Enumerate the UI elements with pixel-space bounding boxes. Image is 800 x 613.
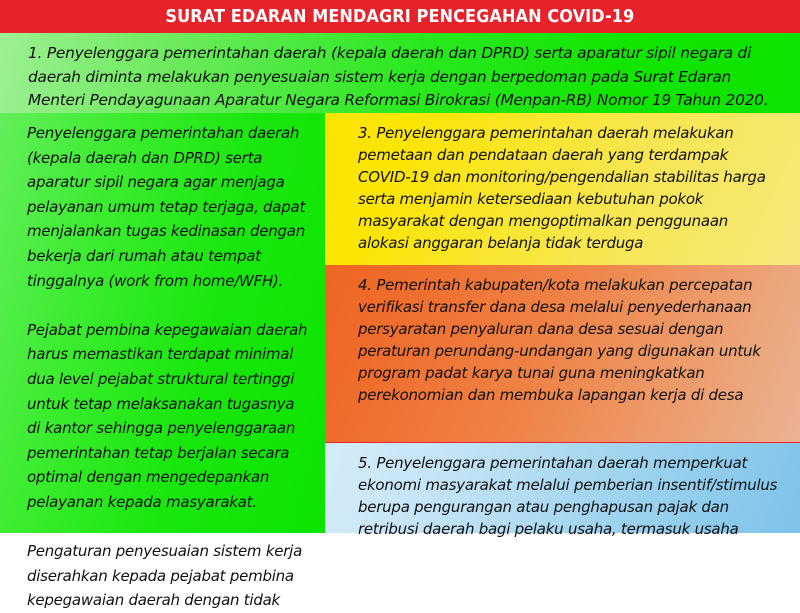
panel-left-green: [0, 113, 325, 610]
panel-point-5-text: 5. Penyelenggara pemerintahan daerah memperkuat ekonomi masyarakat melalui pemberian insentif/stimulus berupa pengurangan atau penghapusan pajak dan retribusi daerah bagi pelaku usaha, termasuk usaha: [358, 454, 778, 538]
left-paragraph-3: Pengaturan penyesuaian sistem kerja diserahkan kepada pejabat pembina kepegawaian daerah dengan tidak: [27, 542, 303, 610]
page-title: SURAT EDARAN MENDAGRI PENCEGAHAN COVID-19: [165, 6, 635, 27]
panel-point-1-text: 1. Penyelenggara pemerintahan daerah (kepala daerah dan DPRD) serta aparatur sipil negara di daerah diminta melakukan penyesuaian sistem kerja dengan berpedoman pada Surat Edaran Menteri Pendayagunaan Aparatur Negara Reformasi Birokrasi (Menpan-RB) Nomor 19 Tahun 2020.: [28, 44, 769, 109]
panel-point-3-text: 3. Penyelenggara pemerintahan daerah melakukan pemetaan dan pendataan daerah yang terdampak COVID-19 dan monitoring/pengendalian stabilitas harga serta menjamin ketersediaan kebutuhan pokok masyarakat dengan mengoptimalkan penggunaan alokasi anggaran belanja tidak terduga: [358, 124, 766, 252]
left-paragraph-1: Penyelenggara pemerintahan daerah (kepala daerah dan DPRD) serta aparatur sipil negara agar menjaga pelayanan umum tetap terjaga, dapat menjalankan tugas kedinasan dengan bekerja dari rumah atau tempat tinggalnya (work from home/WFH).: [27, 124, 306, 290]
panel-point-4-text: 4. Pemerintah kabupaten/kota melakukan percepatan verifikasi transfer dana desa melalui penyederhanaan persyaratan penyaluran dana desa sesuai dengan peraturan perundang-undangan yang digunakan untuk program padat karya tunai guna meningkatkan perekonomian dan membuka lapangan kerja di desa: [358, 276, 761, 404]
header-bar: [0, 0, 800, 33]
panel-point-4: [325, 265, 800, 442]
panel-point-1: [0, 33, 800, 113]
panel-point-5: [325, 443, 800, 538]
left-paragraph-2: Pejabat pembina kepegawaian daerah harus memastikan terdapat minimal dua level pejabat struktural tertinggi untuk tetap melaksanakan tugasnya di kantor sehingga penyelenggaraan pemerintahan tetap berjalan secara optimal dengan mengedepankan pelayanan kepada masyarakat.: [27, 320, 308, 511]
panel-point-3: [325, 113, 800, 265]
